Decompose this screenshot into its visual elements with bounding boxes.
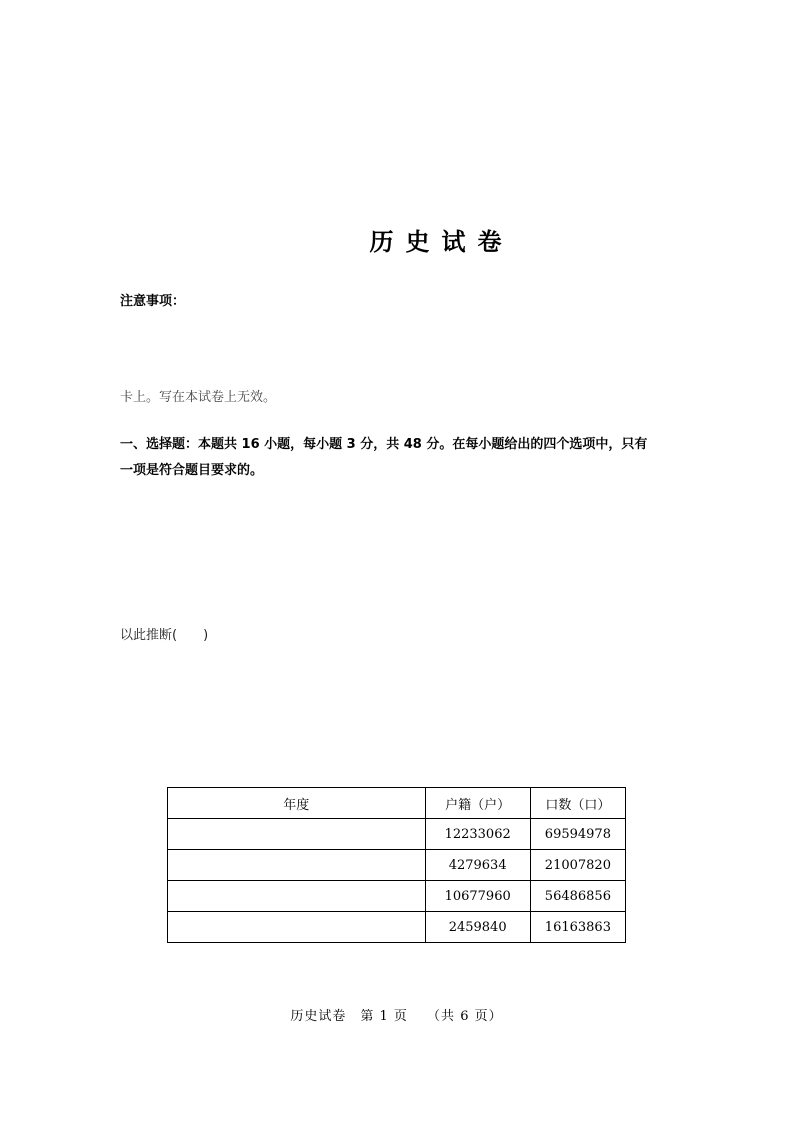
table-row — [168, 819, 626, 850]
cell-population: 16163863 — [530, 912, 625, 943]
page-footer: 历史试卷 第 1 页 （共 6 页） — [290, 1009, 503, 1024]
cell-year — [168, 850, 426, 881]
header-households: 户籍（户） — [425, 788, 530, 819]
cell-households: 4279634 — [425, 850, 530, 881]
cell-households: 2459840 — [425, 912, 530, 943]
section-line-1: 一、选择题：本题共 16 小题，每小题 3 分，共 48 分。在每小题给出的四个选项中，只有 — [120, 437, 648, 452]
cell-year — [168, 881, 426, 912]
cell-year — [168, 912, 426, 943]
header-year: 年度 — [168, 788, 426, 819]
section-instructions — [120, 432, 680, 484]
cell-households: 10677960 — [425, 881, 530, 912]
cell-year — [168, 819, 426, 850]
cell-population: 56486856 — [530, 881, 625, 912]
table-row — [168, 912, 626, 943]
header-population: 口数（口） — [530, 788, 625, 819]
table-row — [168, 881, 626, 912]
table-row — [168, 850, 626, 881]
question-stem: 以此推断( ) — [120, 628, 209, 643]
notice-heading: 注意事项： — [120, 294, 186, 309]
cell-population: 21007820 — [530, 850, 625, 881]
cell-households: 12233062 — [425, 819, 530, 850]
page-title: 历史试卷 — [369, 228, 514, 256]
section-line-2: 一项是符合题目要求的。 — [120, 463, 264, 478]
table-header-row — [168, 788, 626, 819]
data-table — [167, 787, 626, 943]
cell-population: 69594978 — [530, 819, 625, 850]
notice-fragment: 卡上。写在本试卷上无效。 — [120, 390, 277, 405]
